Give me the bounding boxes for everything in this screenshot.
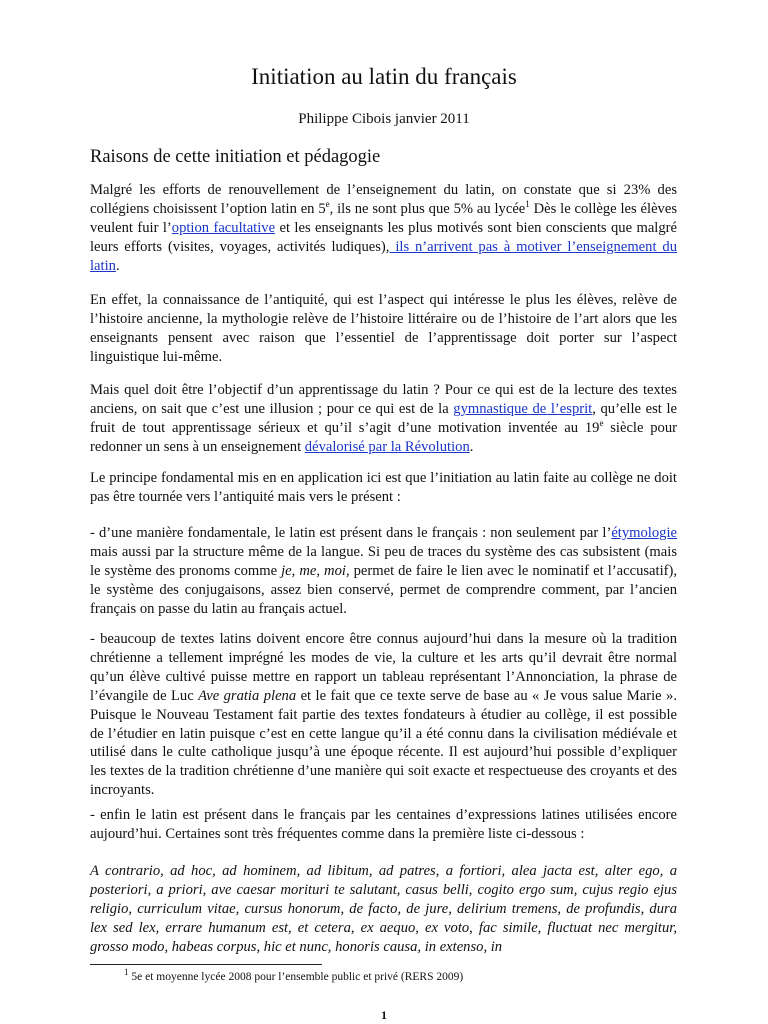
footnote-divider bbox=[90, 964, 322, 965]
footnote-text: 5e et moyenne lycée 2008 pour l’ensemble public et privé (RERS 2009) bbox=[128, 971, 464, 983]
text-run: Malgré les efforts de renouvellement de l’enseignement du latin, on constate que si 23% des collégiens choisissent l’option latin en 5 bbox=[90, 182, 677, 217]
footnote-ref[interactable]: 1 bbox=[525, 199, 530, 210]
paragraph-textes-latins bbox=[90, 630, 677, 800]
text-run: et le fait que ce texte serve de base au « Je vous salue Marie ». Puisque le Nouveau Testament fait partie des textes fondateurs à étudier au collège, il est possible de l’étudier en latin puisque c’est en cette langue qu’il a été connu dans la civilisation médiévale et utilisé dans le culte catholique jusqu’à une époque récente. Il est aujourd’hui possible d’expliquer les textes de la tradition chrétienne d’une manière qui soit exacte et respectueuse des croyants et des incroyants. bbox=[90, 687, 677, 799]
text-run: Dès le collège les élèves veulent fuir l’ bbox=[90, 200, 678, 236]
paragraph-objectif bbox=[90, 381, 677, 457]
italic-term: Ave gratia plena bbox=[198, 687, 297, 704]
paragraph-intro bbox=[90, 181, 677, 276]
text-run: - d’une manière fondamentale, le latin est présent dans le français : non seulement par l’ bbox=[90, 525, 612, 541]
link-motivation[interactable]: ils n’arrivent pas à motiver l’enseignement du latin bbox=[90, 238, 677, 274]
text-run: , bbox=[291, 562, 300, 579]
link-option-facultative[interactable]: option facultative bbox=[171, 219, 276, 236]
link-gymnastique-esprit[interactable]: gymnastique de l’esprit bbox=[453, 400, 593, 417]
text-run: et les enseignants les plus motivés sont bien conscients que malgré leurs efforts (visites, voyages, activités ludiques), bbox=[90, 219, 677, 255]
italic-term: moi bbox=[324, 562, 346, 579]
paragraph-expressions: - enfin le latin est présent dans le français par les centaines d’expressions latines utilisées encore aujourd’hui. Certaines sont très fréquentes comme dans la première liste ci-dessous : bbox=[90, 807, 677, 842]
text-run: , permet de faire le lien avec le nominatif et l’accusatif), le système des conjugaisons, assez bien conservé, permet de comprendre comment, par l’ancien français on passe du latin au français actuel. bbox=[90, 562, 678, 617]
text-run: siècle pour redonner un sens à un enseignement bbox=[90, 419, 677, 455]
paragraph-fondamentale bbox=[90, 524, 677, 619]
text-run: . bbox=[115, 257, 120, 274]
paragraph-antiquite: En effet, la connaissance de l’antiquité, qui est l’aspect qui intéresse le plus les élèves, relève de l’histoire ancienne, la mythologie relève de l’histoire littéraire ou de l’histoire de l’art alors que les enseignants pensent avec raison que l’essentiel de l’apprentissage doit porter sur l’aspect linguistique lui-même. bbox=[90, 292, 677, 365]
italic-term: je bbox=[281, 562, 292, 579]
italic-term: me bbox=[299, 562, 317, 579]
text-run: Mais quel doit être l’objectif d’un apprentissage du latin ? Pour ce qui est de la lecture des textes anciens, on sait que c’est une illusion ; pour ce qui est de la bbox=[90, 382, 677, 417]
paragraph-principe: Le principe fondamental mis en en application ici est que l’initiation au latin faite au collège ne doit pas être tournée vers l’antiquité mais vers le présent : bbox=[90, 470, 677, 505]
superscript: e bbox=[599, 417, 604, 428]
footnote-marker: 1 bbox=[124, 967, 129, 978]
footnote bbox=[124, 969, 463, 985]
superscript: e bbox=[325, 199, 330, 210]
author-date-line: Philippe Cibois janvier 2011 bbox=[298, 111, 470, 127]
text-run: , bbox=[316, 562, 325, 579]
text-run: , ils ne sont plus que 5% au lycée bbox=[329, 200, 526, 217]
link-devalorise-revolution[interactable]: dévalorisé par la Révolution bbox=[304, 438, 470, 455]
section-heading: Raisons de cette initiation et pédagogie bbox=[90, 147, 381, 167]
paragraph-latin-expressions-list: A contrario, ad hoc, ad hominem, ad libitum, ad patres, a fortiori, alea jacta est, alter ego, a posteriori, a priori, ave caesar morituri te salutant, casus belli, cogito ergo sum, cujus regio ejus religio, curriculum vitae, cursus honorum, de facto, de jure, delirium tremens, de profundis, dura lex sed lex, errare humanum est, et cetera, ex aequo, ex voto, fac simile, fluctuat nec mergitur, grosso modo, habeas corpus, hic et nunc, honoris causa, in extenso, in bbox=[90, 863, 677, 955]
text-run: mais aussi par la structure même de la langue. Si peu de traces du système des cas subsistent (mais le système des pronoms comme bbox=[90, 543, 677, 579]
text-run: . bbox=[469, 438, 474, 455]
text-run: , qu’elle est le fruit de tout apprentissage sérieux et qu’il s’agit d’une motivation inventée au 19 bbox=[90, 400, 677, 436]
text-run: - beaucoup de textes latins doivent encore être connus aujourd’hui dans la mesure où la tradition chrétienne a tellement imprégné les modes de vie, la culture et les arts qu’il devrait être normal qu’un élève cultivé puisse mettre en rapport un tableau représentant l’Annonciation, la phrase de l’évangile de Luc bbox=[90, 631, 677, 704]
link-etymologie[interactable]: étymologie bbox=[611, 525, 677, 541]
page-number: 1 bbox=[381, 1008, 387, 1022]
page-title: Initiation au latin du français bbox=[251, 64, 517, 89]
